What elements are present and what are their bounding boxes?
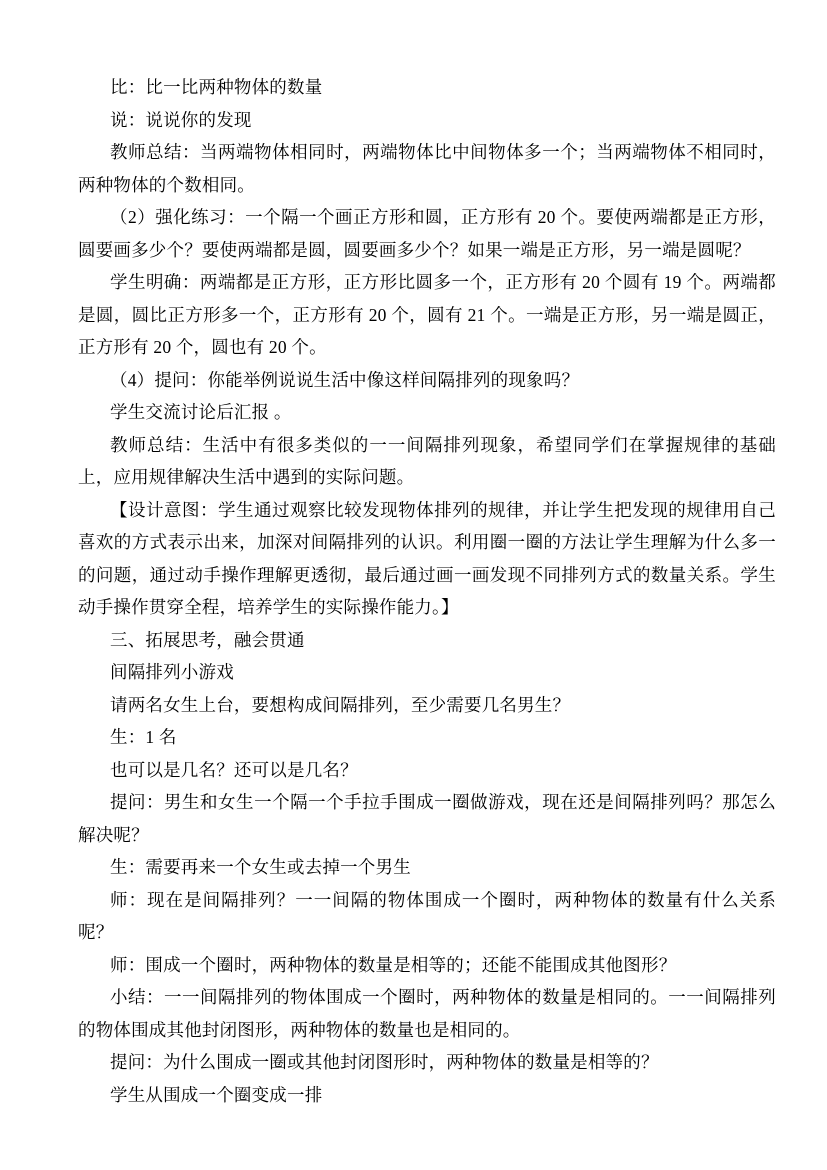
paragraph: 师：现在是间隔排列？一一间隔的物体围成一个圈时，两种物体的数量有什么关系呢？ xyxy=(78,889,776,942)
paragraph: 间隔排列小游戏 xyxy=(110,662,234,682)
paragraph: 小结：一一间隔排列的物体围成一个圈时，两种物体的数量是相同的。一一间隔排列的物体围成其他封闭图形，两种物体的数量也是相同的。 xyxy=(78,987,776,1040)
paragraph: 学生明确：两端都是正方形，正方形比圆多一个，正方形有 20 个圆有 19 个。两端都是圆，圆比正方形多一个，正方形有 20 个，圆有 21 个。一端是正方形，另一端是圆正，正方形有 20 个，圆也有 20 个。 xyxy=(78,272,776,357)
paragraph: 生：1 名 xyxy=(110,727,177,747)
paragraph: （4）提问：你能举例说说生活中像这样间隔排列的现象吗？ xyxy=(110,369,580,390)
paragraph: 请两名女生上台，要想构成间隔排列，至少需要几名男生？ xyxy=(110,694,571,715)
paragraph: 教师总结：生活中有很多类似的一一间隔排列现象，希望同学们在掌握规律的基础上，应用规律解决生活中遇到的实际问题。 xyxy=(78,434,776,487)
paragraph: 说：说说你的发现 xyxy=(110,109,252,130)
paragraph: 【设计意图：学生通过观察比较发现物体排列的规律，并让学生把发现的规律用自己喜欢的方式表示出来，加深对间隔排列的认识。利用圈一圈的方法让学生理解为什么多一的问题，通过动手操作理解更透彻，最后通过画一画发现不同排列方式的数量关系。学生动手操作贯穿全程，培养学生的实际操作能力。】 xyxy=(78,499,776,617)
paragraph: 学生从围成一个圈变成一排 xyxy=(110,1084,323,1105)
paragraph: 教师总结：当两端物体相同时，两端物体比中间物体多一个；当两端物体不相同时， 两种物体的个数相同。 xyxy=(78,142,776,195)
document-text-body xyxy=(78,71,776,1111)
paragraph: 提问：男生和女生一个隔一个手拉手围成一圈做游戏，现在还是间隔排列吗？那怎么解决呢？ xyxy=(78,792,776,845)
paragraph: 学生交流讨论后汇报 。 xyxy=(110,402,292,422)
paragraph: 师：围成一个圈时，两种物体的数量是相等的；还能不能围成其他图形？ xyxy=(110,954,677,975)
paragraph: 比：比一比两种物体的数量 xyxy=(110,77,323,97)
paragraph: 生：需要再来一个女生或去掉一个男生 xyxy=(110,857,411,877)
section-heading: 三、拓展思考，融会贯通 xyxy=(110,629,305,650)
paragraph: （2）强化练习：一个隔一个画正方形和圆，正方形有 20 个。要使两端都是正方形，圆要画多少个？要使两端都是圆，圆要画多少个？如果一端是正方形，另一端是圆呢？ xyxy=(78,207,776,260)
paragraph: 也可以是几名？还可以是几名？ xyxy=(110,759,358,780)
paragraph: 提问：为什么围成一圈或其他封闭图形时，两种物体的数量是相等的？ xyxy=(110,1052,659,1072)
